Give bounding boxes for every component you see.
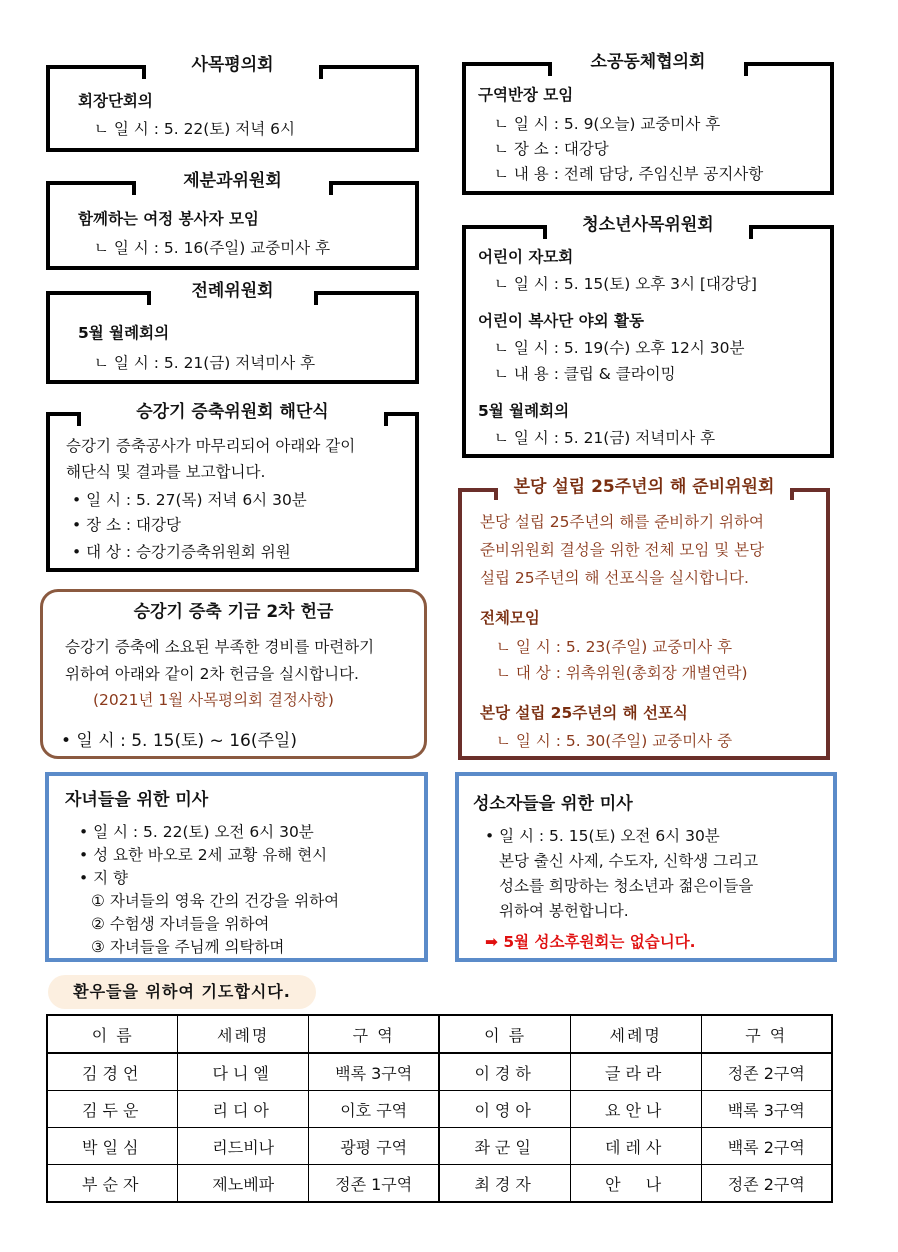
- district-cell: 정존 1구역: [308, 1165, 439, 1203]
- baptism-cell: 리드비나: [178, 1128, 308, 1165]
- anniv-text1: 본당 설립 25주년의 해를 준비하기 위하여: [480, 513, 764, 531]
- prayer-table: [46, 1014, 833, 1203]
- youth-h1: 어린이 자모회: [478, 248, 574, 266]
- baptism-cell: 리디아: [178, 1091, 308, 1128]
- fund-text1: 승강기 증축에 소요된 부족한 경비를 마련하기: [65, 638, 375, 656]
- seunggangi-title: 승강기 증축위원회 해단식: [136, 402, 329, 422]
- district-cell: 이호 구역: [308, 1091, 439, 1128]
- youth-h1-date: ㄴ 일 시 : 5. 15(토) 오후 3시 [대강당]: [494, 275, 757, 293]
- vocation-mass-text2: 성소를 희망하는 청소년과 젊은이들을: [499, 877, 754, 895]
- seunggangi-place: • 장 소 : 대강당: [72, 516, 181, 534]
- seunggangi-box: [46, 402, 419, 572]
- children-mass-intent-1: ① 자녀들의 영육 간의 건강을 위하여: [91, 892, 340, 910]
- children-mass-intent: • 지 향: [79, 869, 128, 887]
- baptism-cell: 제노베파: [178, 1165, 308, 1203]
- anniv-h1-target: ㄴ 대 상 : 위촉위원(총회장 개별연락): [496, 664, 748, 682]
- children-mass-date: • 일 시 : 5. 22(토) 오전 6시 30분: [79, 823, 314, 841]
- seunggangi-date: • 일 시 : 5. 27(목) 저녁 6시 30분: [72, 491, 307, 509]
- anniv-h1: 전체모임: [480, 609, 540, 627]
- name-cell: 최경자: [439, 1165, 570, 1203]
- vocation-mass-text1: 본당 출신 사제, 수도자, 신학생 그리고: [499, 852, 759, 870]
- vocation-mass-notice: ➡ 5월 성소후원회는 없습니다.: [485, 933, 696, 951]
- jeonrye-date: ㄴ 일 시 : 5. 21(금) 저녁미사 후: [94, 354, 316, 372]
- youth-h3-date: ㄴ 일 시 : 5. 21(금) 저녁미사 후: [494, 429, 716, 447]
- name-cell: 이경하: [439, 1053, 570, 1091]
- vocation-mass-text3: 위하여 봉헌합니다.: [499, 902, 629, 920]
- jeonrye-title: 전례위원회: [191, 281, 274, 301]
- samok-box: [46, 55, 419, 152]
- name-cell: 좌군일: [439, 1128, 570, 1165]
- jeonrye-box: [46, 281, 419, 384]
- district-cell: 백록 3구역: [308, 1053, 439, 1091]
- youth-title: 청소년사목위원회: [582, 215, 714, 235]
- col-baptism-2: 세례명: [570, 1015, 701, 1053]
- fund-date: • 일 시 : 5. 15(토) ~ 16(주일): [61, 731, 297, 751]
- sogong-heading: 구역반장 모임: [478, 86, 574, 104]
- name-cell: 김경언: [47, 1053, 178, 1091]
- samok-title: 사목평의회: [191, 55, 274, 75]
- baptism-cell: 데레사: [570, 1128, 701, 1165]
- samok-heading: 회장단회의: [78, 92, 153, 110]
- col-district-1: 구 역: [308, 1015, 439, 1053]
- jebun-title: 제분과위원회: [183, 171, 282, 191]
- baptism-cell: 안 나: [570, 1165, 701, 1203]
- name-cell: 이영아: [439, 1091, 570, 1128]
- district-cell: 백록 2구역: [701, 1128, 832, 1165]
- samok-date: ㄴ 일 시 : 5. 22(토) 저녁 6시: [94, 120, 295, 138]
- sogong-date: ㄴ 일 시 : 5. 9(오늘) 교중미사 후: [494, 115, 721, 133]
- vocation-mass-title: 성소자들을 위한 미사: [473, 794, 633, 814]
- seunggangi-text2: 해단식 및 결과를 보고합니다.: [66, 463, 266, 481]
- table-row: [47, 1091, 832, 1128]
- district-cell: 광평 구역: [308, 1128, 439, 1165]
- name-cell: 부순자: [47, 1165, 178, 1203]
- anniv-h1-date: ㄴ 일 시 : 5. 23(주일) 교중미사 후: [496, 638, 733, 656]
- sogong-content: ㄴ 내 용 : 전례 담당, 주임신부 공지사항: [494, 165, 764, 183]
- fund-title: 승강기 증축 기금 2차 헌금: [133, 602, 334, 622]
- seunggangi-target: • 대 상 : 승강기증축위원회 위원: [72, 543, 291, 561]
- col-baptism-1: 세례명: [178, 1015, 308, 1053]
- seunggangi-text1: 승강기 증축공사가 마무리되어 아래와 같이: [66, 437, 356, 455]
- table-row: [47, 1053, 832, 1091]
- anniv-h2-date: ㄴ 일 시 : 5. 30(주일) 교중미사 중: [496, 732, 733, 750]
- jebun-date: ㄴ 일 시 : 5. 16(주일) 교중미사 후: [94, 239, 331, 257]
- anniv-text2: 준비위원회 결성을 위한 전체 모임 및 본당: [480, 541, 765, 559]
- anniv-box: [458, 477, 830, 760]
- vocation-mass-date: • 일 시 : 5. 15(토) 오전 6시 30분: [485, 827, 720, 845]
- anniv-h2: 본당 설립 25주년의 해 선포식: [480, 704, 688, 722]
- youth-h2: 어린이 복사단 야외 활동: [478, 312, 644, 330]
- name-cell: 박일심: [47, 1128, 178, 1165]
- baptism-cell: 글라라: [570, 1053, 701, 1091]
- name-cell: 김두운: [47, 1091, 178, 1128]
- district-cell: 백록 3구역: [701, 1091, 832, 1128]
- children-mass-box: [45, 772, 428, 962]
- youth-h2-date: ㄴ 일 시 : 5. 19(수) 오후 12시 30분: [494, 339, 745, 357]
- youth-h3: 5월 월례회의: [478, 402, 570, 420]
- table-row: [47, 1128, 832, 1165]
- anniv-text3: 설립 25주년의 해 선포식을 실시합니다.: [480, 569, 749, 587]
- sogong-place: ㄴ 장 소 : 대강당: [494, 140, 609, 158]
- fund-text2: 위하여 아래와 같이 2차 헌금을 실시합니다.: [65, 665, 359, 683]
- youth-h2-content: ㄴ 내 용 : 클립 & 클라이밍: [494, 365, 676, 383]
- jebun-heading: 함께하는 여정 봉사자 모임: [78, 210, 259, 228]
- col-name-1: 이 름: [47, 1015, 178, 1053]
- col-name-2: 이 름: [439, 1015, 570, 1053]
- youth-box: [462, 215, 834, 458]
- col-district-2: 구 역: [701, 1015, 832, 1053]
- baptism-cell: 요안나: [570, 1091, 701, 1128]
- vocation-mass-box: [455, 772, 837, 962]
- prayer-heading: 환우들을 위하여 기도합시다.: [48, 975, 316, 1009]
- baptism-cell: 다니엘: [178, 1053, 308, 1091]
- children-mass-intent-3: ③ 자녀들을 주님께 의탁하며: [91, 938, 285, 956]
- children-mass-place: • 성 요한 바오로 2세 교황 유해 현시: [79, 846, 328, 864]
- jeonrye-heading: 5월 월례회의: [78, 324, 170, 342]
- district-cell: 정존 2구역: [701, 1053, 832, 1091]
- fund-note: (2021년 1월 사목평의회 결정사항): [93, 691, 334, 709]
- table-row: [47, 1165, 832, 1203]
- sogong-title: 소공동체협의회: [590, 52, 706, 72]
- sogong-box: [462, 52, 834, 195]
- table-header-row: [47, 1015, 832, 1053]
- anniv-title: 본당 설립 25주년의 해 준비위원회: [513, 477, 775, 497]
- children-mass-title: 자녀들을 위한 미사: [65, 790, 209, 810]
- jebun-box: [46, 171, 419, 270]
- district-cell: 정존 2구역: [701, 1165, 832, 1203]
- fund-box: [40, 589, 427, 759]
- children-mass-intent-2: ② 수험생 자녀들을 위하여: [91, 915, 270, 933]
